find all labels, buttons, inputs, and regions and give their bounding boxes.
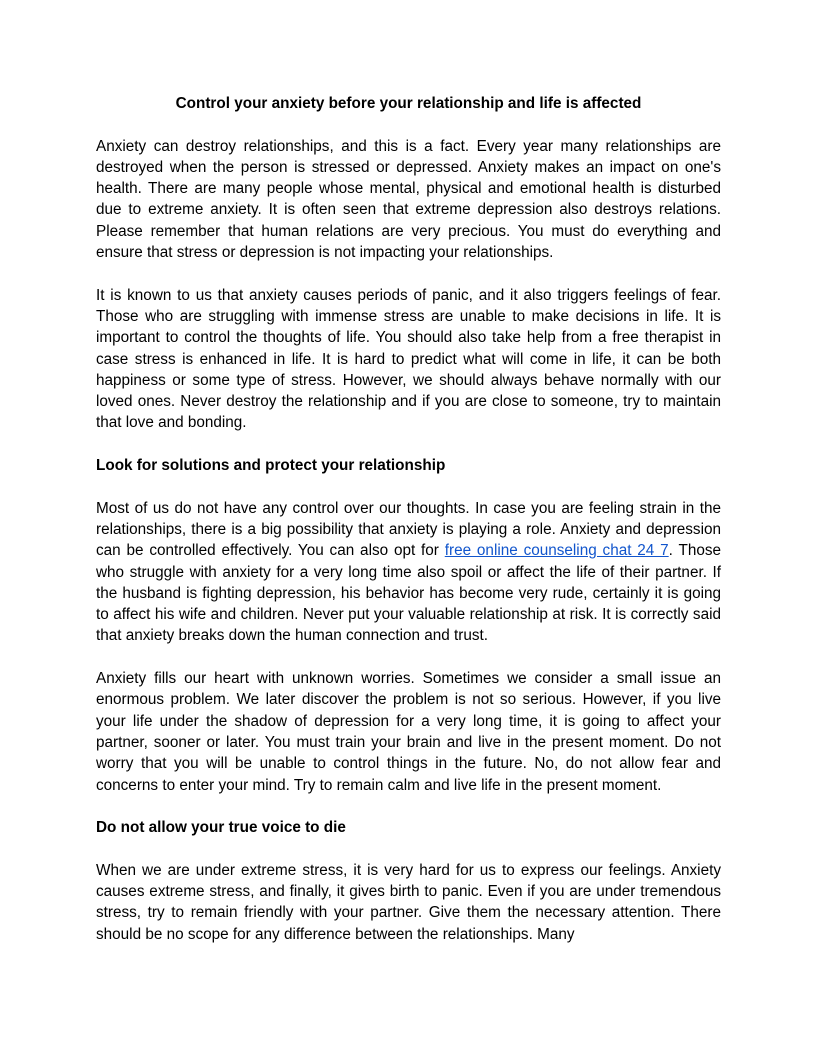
paragraph-4: Anxiety fills our heart with unknown worries. Sometimes we consider a small issue an enormous problem. We later discover the problem is not so serious. However, if you live your life under the shadow of depression for a very long time, it is going to affect your partner, sooner or later. You must train your brain and live in the present moment. Do not worry that you will be unable to control things in the future. No, do not allow fear and concerns to enter your mind. Try to remain calm and live life in the present moment. xyxy=(96,670,721,794)
counseling-chat-link[interactable]: free online counseling chat 24 7 xyxy=(444,542,669,560)
paragraph-5: When we are under extreme stress, it is very hard for us to express our feelings. Anxiety causes extreme stress, and finally, it gives birth to panic. Even if you are under tremendous stress, try to remain friendly with your partner. Give them the necessary attention. There should be no scope for any difference between the relationships. Many xyxy=(96,861,721,943)
paragraph-2: It is known to us that anxiety causes periods of panic, and it also triggers feelings of fear. Those who are struggling with immense stress are unable to make decisions in life. It is important to control the thoughts of life. You should also take help from a free therapist in case stress is enhanced in life. It is hard to predict what will come in life, it can be both happiness or some type of stress. However, we should always behave normally with our loved ones. Never destroy the relationship and if you are close to someone, try to maintain that love and bonding. xyxy=(96,286,721,432)
section-heading-solutions: Look for solutions and protect your relationship xyxy=(96,457,446,475)
paragraph-3-text-after: . Those who struggle with anxiety for a very long time also spoil or affect the life of their partner. If the husband is fighting depression, his behavior has become very rude, certainly it is going to affect his wife and children. Never put your valuable relationship at risk. It is correctly said that anxiety breaks down the human connection and trust. xyxy=(96,542,721,645)
paragraph-1: Anxiety can destroy relationships, and this is a fact. Every year many relationships are destroyed when the person is stressed or depressed. Anxiety makes an impact on one's health. There are many people whose mental, physical and emotional health is disturbed due to extreme anxiety. It is often seen that extreme depression also destroys relations. Please remember that human relations are very precious. You must do everything and ensure that stress or depression is not impacting your relationships. xyxy=(96,137,721,262)
document-page xyxy=(96,93,721,966)
section-heading-true-voice: Do not allow your true voice to die xyxy=(96,819,346,837)
paragraph-3-text-before: Most of us do not have any control over our thoughts. In case you are feeling strain in the relationships, there is a big possibility that anxiety is playing a role. Anxiety and depression can be controlled effectively. You can also opt for xyxy=(96,499,721,560)
document-title: Control your anxiety before your relationship and life is affected xyxy=(175,95,642,112)
paragraph-3 xyxy=(96,498,721,647)
